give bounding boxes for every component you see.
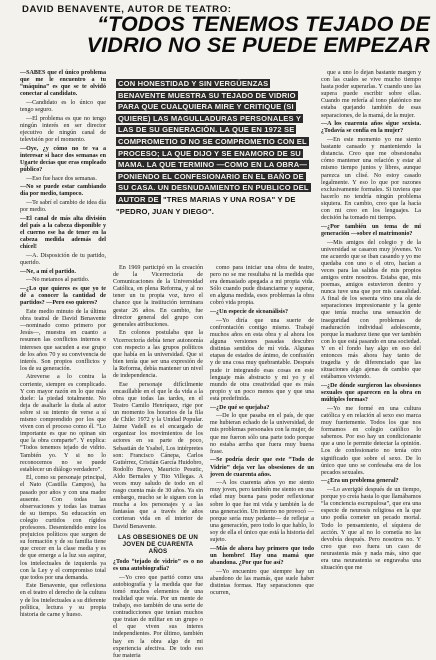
article-paragraph: —Mis amigos del colegio y de la universidad se casaron muy jóvenes. Yo me acuerdo que se iban casando y yo me quedaba con uno o el otro, hacían a veces para las salidas de mis propios amigos entre nosotros. Estaba que, mis poemas, amigos estuvieron dentro y nunca tuve una que por mis casualidad. A final de los sesenta vino una ola de separaciones impresionante y la gente que tenía mucha una sensación de inseguridad con problemas de maduración individual adolescente, porque la madurez tiene que ver también con lo que está pasando en una sociedad. Y en el fondo hay algo en eso del entonces más ahora hay tanto de tragedia y de diferenciado que las situaciones algo ajenas de cambio que estábamos viviendo. bbox=[321, 239, 421, 381]
section-subhead: LAS OBSESIONES DE UN JOVEN DE CUARENTA AÑOS bbox=[118, 533, 198, 556]
interview-question: —SABES que el único problema que me le encuentro a tu “máquina” es que se te olvidó conectar al candidato. bbox=[20, 70, 106, 98]
pull-quote-plain: "TRES MARIAS Y UNA ROSA" Y DE "PEDRO, JUAN Y DIEGO". bbox=[116, 194, 296, 216]
article-paragraph: —El problema es que no tengo ningún interés en ser director ejecutivo de ningún canal de televisión por el momento. bbox=[20, 115, 106, 144]
article-paragraph: —Candidato es lo único que tengo seguro. bbox=[20, 99, 106, 114]
article-paragraph: —Lo averigüé después de un tiempo, porque yo creía hasta lo que llamábamos “la conciencia escrupulosa”, que era una especie de neurosis religiosa en la que uno podía cometer un pecado mortal. Todo lo pensamiento, el síquiera de acción. Y que al no lo cometía no las devolvía después. Pero nosotros no. Y creo que eso fuera un caso de neurastenia más y nada más, sino que era una neurastenia se engravaba una situación que me bbox=[321, 487, 421, 572]
article-paragraph: —A los cuarenta años yo me siento muy joven, pero también me siento en una edad muy buena para poder reflexionar sobre lo que fue mi vida y también la de una generación. Un interno no provocó —porque sería muy pedante— de reflejar a una generación, pero todo lo que hablo, lo soy de ella el único que está la historia del sujeto. bbox=[210, 480, 314, 544]
interview-question: —Oye, ¿y cómo no te va a interesar si hace dos semanas en Ugarte decías que eras empleado público? bbox=[20, 145, 106, 173]
article-paragraph: El, como su personaje principal, el Nato (Castilla Campos), ha pasado por años y con una madre ausente. Con todas las observaciones y todas las tramas de su tiempo. Su educación en colegio curtidos con rígidos profesores. Desentendido entre los prejuicios políticos que surgen de su formación y de su familia tiene que crecer en la clase media y es de que emerge a la luz sus aspirar, los intelectuales de izquierda ya con la Ley y el compromiso total que todos por una demanda. bbox=[20, 475, 106, 581]
interview-question: —¿De qué se quejaba? bbox=[210, 404, 270, 411]
article-paragraph: Atreverse a lo contra la corriente, siempre es complicado. Y con mayor razón en lo que más duele: la piedad totalmente. No deja de asaltarle la duda al autor sobre si su intento de verse a sí mismo comprendido por los que viven con el proceso como él. “Lo importante es que no opinan sin que la obra comparte”. Y explica: “Todos tenemos tejado de vidrio. También yo. Y si no lo reconocemos no se puede establecer un diálogo verdadero”. bbox=[20, 374, 106, 473]
article-paragraph: —En este momento yo me siento bastante cansado y manteniendo la distancia. Creo que me obsesionaba cómo mantener una relación y estar al mismo tiempo juntos y libres, aunque parezca un clisé. No estoy casado legalmente. Y eso lo que por razones exclusivamente formales. Si tuviera que hacerlo no tendría ningún problema siquiera. En cambio, creo que la hacía con mi creo en los lenguajes. La decisión ha tomado mi tiempo. bbox=[321, 137, 421, 222]
pull-quote bbox=[116, 78, 316, 254]
interview-question: —¿De dónde surgieron las obsesiones sexuales que aparecen en la obra en múltiples formas? bbox=[321, 383, 421, 404]
article-paragraph: Ese personaje difícilmente encasillable en el que le da vida a la obra que todas las tardes, en el Teatro Camilo Henríquez, rige por un momento los horarios de la fila de Chile: 1972 y la Unidad Popular. Jaime Vadell es el encargado de organizar los movimientos de los actores en su parte de poco, Sebastián de Ysabel, Los intérpretes son: Francisco Cánepa, Carlos Gutiérrez, Cristián García Huidobro, Rodolfo Bravo, Mauricio Pesutic, Aldo Bernales y Tito Villegas. A veces muy saludo de todo en el rasgo cuenta más de 30 años. Ya sin embargo, mucho se le siguen con la mucha a los personajes y a las fantasías que a través de años corrieran vida en el interior de David Benavente. bbox=[113, 381, 203, 530]
article-paragraph: —No metamos al partido. bbox=[26, 277, 90, 284]
interview-question: —¿Lo que quieres es que yo te dé a conocer la cantidad de partidos? —Pero eso quieres? bbox=[20, 286, 106, 307]
article-paragraph: —Yo encuentro que siempre hay un abandono de las mamás, que suele haber distintas formas. Hay separaciones que ocurren, bbox=[210, 568, 314, 596]
interview-question: —El canal de más alta división del país a la cabeza disponible y el cuerno ese ha de tener en la cabeza medida además del chícel! bbox=[20, 215, 106, 251]
interview-question: ¿Todo “tejado de vidrio” es o no es una autobiografía? bbox=[113, 558, 203, 572]
interview-question: —Ne, a mí el partido. bbox=[20, 268, 76, 275]
article-column-3 bbox=[210, 265, 314, 596]
interview-question: —Más de ahora hay primero que todo un hombre! Hay una mamá que abandona. ¿Por que fue así? bbox=[210, 545, 314, 566]
article-paragraph: —Yo me formé en una cultura católica y en relación al sexo eso marca muy fuertemente. Todos los que nos formamos en colegio católico lo sabemos. Por eso hay un condicionante que a uno le permite detectar la opinión. Los de confesionario no tenía otro significado que sobre el sexo. De lo único que uno se confesaba era de los pecados sexuales. bbox=[321, 405, 421, 476]
interview-question: —¿Un especie de sicoanálisis? bbox=[210, 309, 289, 316]
interview-question: —Se podría decir que este “Todo de Vidrio” deja ver las obsesiones de un joven de cuarenta años. bbox=[210, 457, 314, 478]
article-paragraph: En colonos postulaba que la Vicerrectoría debía tener autonomía con respecto a las grupos políticos que había en la universidad. Que si bien tenía que ser una expresión de la Reforma, debía mantener un nivel de independencia. bbox=[113, 330, 203, 379]
interview-question: —¿Por también un tema de mi generación —sobre el matrimonio? bbox=[321, 223, 421, 237]
article-paragraph: —De lo que pasaba en el país, de que me hubieran echado de la universidad, de mis problemas personales con la mujer, de que me fueron sólo una parte todo porque no estaba arriba que fuera muy buena frase. bbox=[210, 413, 314, 455]
article-paragraph: —Yo creo que partió como una autobiografía y la medida que fue tomó muchos elementos de una realidad que veía. Por un mente de trabajo, eso también de una serie de contradicciones que tenían muchos que tratan de militar en un grupo o el que viven sus interes independientes. Por último, también hay en la obra algo de mi experiencia afectiva. De todo eso fue materia bbox=[113, 574, 203, 659]
article-paragraph: —Eso fue hace dos semanas. bbox=[26, 175, 97, 182]
pull-quote-highlight: CON HONESTIDAD Y SIN VERGÜENZAS BENAVENTE MUESTRA SU TEJADO DE VIDRIO PARA QUE CUALQUIERA MIRE Y CRITIQUE (SI QUIERE) LAS MAGULLADURAS PERSONALES Y LAS DE SU GENERACIÓN. LA QUE EN 1972 SE COMPROMETIO O NO SE COMPROMETIO CON EL PROCESO; LA QUE DIJO Y SE ENAMORO DE SU MAMA. LA QUE TERMINO —COMO EN LA OBRA— PONIENDO EL CONFESIONARIO EN EL BAÑO DE SU CASA. UN DESNUDAMIENTO EN PUBLICO DEL AUTOR DE bbox=[118, 79, 309, 204]
interview-question: —¿Era un problema general? bbox=[321, 478, 399, 485]
article-column-4 bbox=[321, 70, 421, 591]
interview-question: —A los cuarenta años sigue sexista. ¿Todavía se confía en la mujer? bbox=[321, 121, 421, 135]
article-paragraph: —Yo diría que una suerte de confrontación contigo mismo. Trabajé muchos años en esta obra y al ahora los alguna versiones pasadas descubro distintas sentidos de mí vida. Algunas etapas de estados de ánimo, de confusión y de una cosa muy quebrantable. Después pude ir integrando esas cosas en este lenguaje más abstracto y mi yo y el mundo de otra creatividad que es más propio y un poco menos que y que una está predefinida. bbox=[210, 317, 314, 402]
interview-question: —No se puede estar cambiando día por medio, tampoco. bbox=[20, 184, 106, 198]
article-paragraph: Este Benavente, que reflexiona en el teatro el derecho de la cultura y de los intelectuales a su diferente política, lectura y su propia historia de carne y hueso. bbox=[20, 583, 106, 618]
article-paragraph: En 1969 participó en la creación de la Vicerrectoría de Comunicaciones de la Universidad Católica, en plena Reforma, y al no tener un tu propia voz, tuvo el chance que la institución terminara gestar 26 años. En cambio, fue director general del grupo con generales atribuciones. bbox=[113, 265, 203, 328]
article-column-2 bbox=[113, 265, 203, 659]
article-paragraph: —A. Disposición de tu partido, querido. bbox=[20, 253, 106, 267]
article-paragraph: como para iniciar una obra de teatro, pero no se me resultaba ni la medida que era demasiado apegada a mi propia vida. Sólo cuando pude distanciarme y superar, en alguna medida, esos problemas la obra cobró vida propia. bbox=[210, 265, 314, 307]
article-paragraph: —Te sabrí el cambio de idea día por medio. bbox=[20, 200, 106, 214]
article-column-1 bbox=[20, 70, 106, 618]
article-kicker: DAVID BENAVENTE, AUTOR DE TEATRO: bbox=[22, 4, 232, 15]
article-paragraph: Este medio minuto de la última obra teatral de David Benavente —nominado como primero por Jesús—, muestra en cuanto a resumen las conflictos internos e intereses que sacuden a ese grupo de los años 70 y su convivencia de interés. Son propios conflictos y los de su generación. bbox=[20, 309, 106, 372]
article-paragraph: que a uno lo dejan bastante margen y con las cuales se vive mucho tiempo hasta poder superarlas. Y cuando uno las supera puede escribir sobre ellas. Cuando me refería al tono platónico me estaba quejando también de esas separaciones, de la mamá, de la mujer. bbox=[321, 70, 421, 119]
article-headline: “TODOS TENEMOS TEJADO DE VIDRIO NO SE PUEDE EMPEZAR bbox=[86, 12, 430, 57]
